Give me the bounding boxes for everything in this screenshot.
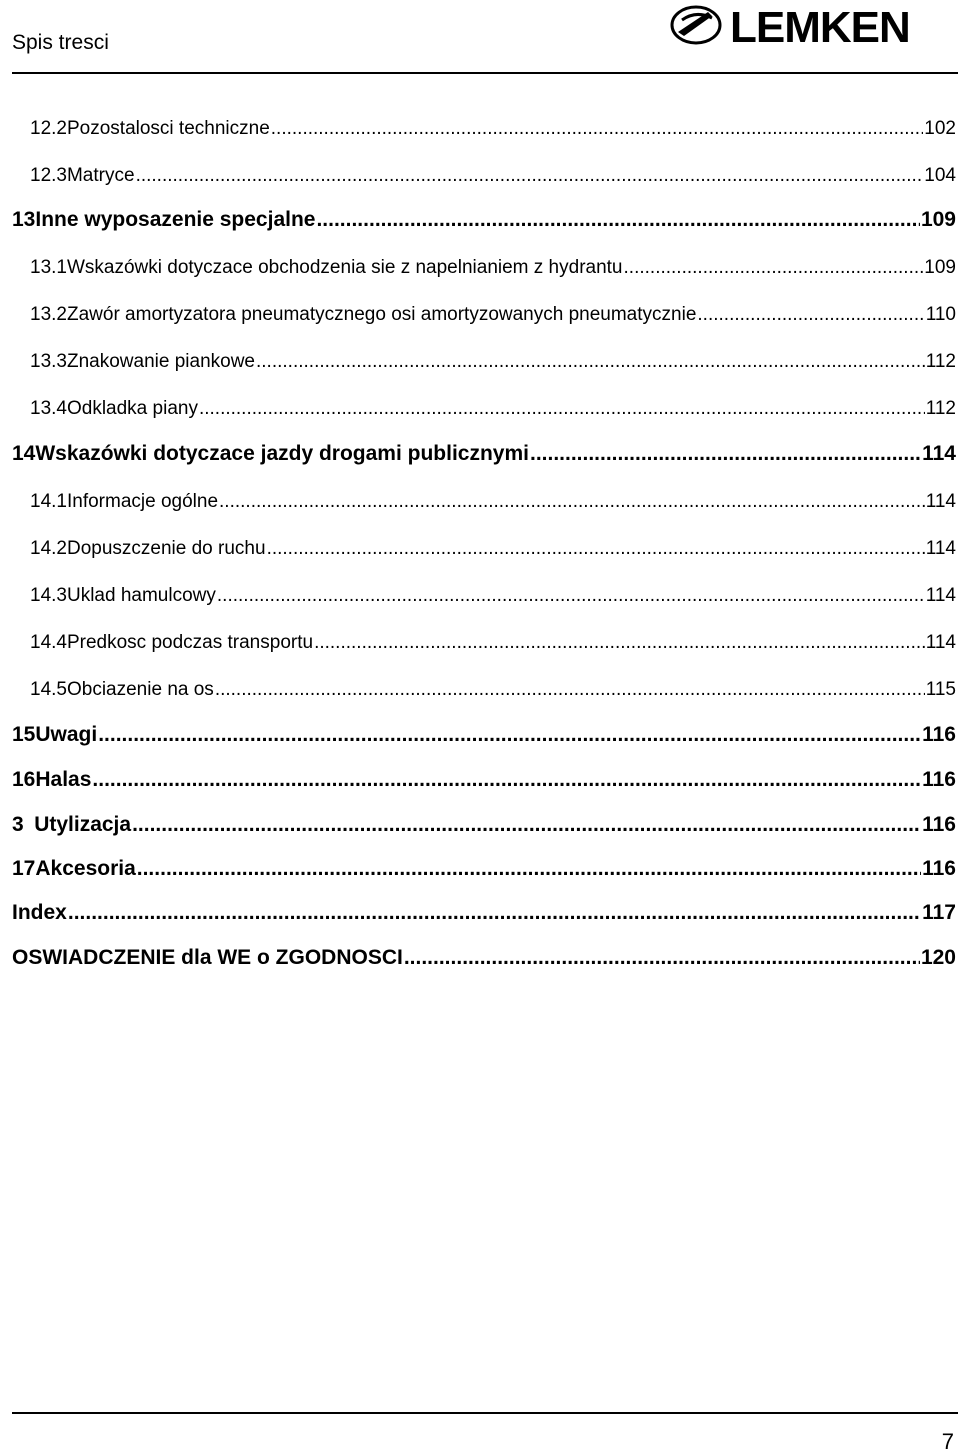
toc-entry[interactable] [30,351,956,377]
toc-entry[interactable] [30,165,956,191]
footer-divider [12,1412,958,1414]
toc-entry-page: 114 [925,585,956,606]
toc-entry-number: 13.3 [30,351,67,372]
toc-entry-title: Wskazówki dotyczace jazdy drogami publicznymi [35,442,529,465]
toc-entry-title: Halas [35,768,92,791]
toc-entry[interactable] [12,768,956,796]
toc-entry-title: OSWIADCZENIE dla WE o ZGODNOSCI [12,946,403,969]
toc-dot-leader [404,946,920,970]
toc-dot-leader [137,857,921,881]
toc-entry-title: Znakowanie piankowe [66,351,255,372]
toc-entry-page: 116 [922,723,956,746]
toc-entry-title: Predkosc podczas transportu [66,632,314,653]
page-header-title: Spis tresci [12,31,109,54]
toc-dot-leader [215,679,925,701]
toc-entry[interactable] [12,723,956,751]
toc-entry-page: 109 [920,208,956,231]
lemken-emblem-icon [672,7,720,43]
lemken-logo [668,0,952,58]
toc-entry[interactable] [30,538,956,564]
toc-dot-leader [199,398,925,420]
toc-entry-number: 14.1 [30,491,67,512]
toc-entry-title: Pozostalosci techniczne [66,118,270,139]
toc-entry-title: Matryce [66,165,135,186]
toc-entry-page: 112 [925,398,956,419]
toc-dot-leader [98,723,921,747]
toc-entry-page: 114 [922,442,956,465]
lemken-logo-text: LEMKEN [730,3,910,52]
toc-entry-page: 109 [924,257,956,278]
toc-entry-title: Wskazówki dotyczace obchodzenia sie z napelnianiem z hydrantu [66,257,623,278]
toc-entry[interactable] [30,118,956,144]
toc-entry-number: 13.1 [30,257,67,278]
toc-dot-leader [697,304,924,326]
page-number: 7 [941,1429,954,1454]
toc-entry-page: 104 [924,165,956,186]
toc-entry-title: Odkladka piany [66,398,198,419]
toc-dot-leader [624,257,924,279]
toc-entry-title: Zawór amortyzatora pneumatycznego osi amortyzowanych pneumatycznie [66,304,697,325]
toc-entry-page: 115 [925,679,956,700]
toc-entry-number: 15 [12,723,36,746]
toc-entry[interactable] [30,491,956,517]
toc-dot-leader [136,165,924,187]
toc-entry-number: 12.2 [30,118,67,139]
toc-entry[interactable] [12,813,956,841]
toc-entry-title: Uklad hamulcowy [66,585,216,606]
header-divider [12,72,958,74]
toc-entry-page: 116 [922,813,956,836]
toc-entry-number: 13.2 [30,304,67,325]
toc-dot-leader [68,901,921,925]
toc-dot-leader [530,442,921,466]
toc-entry-number: 14 [12,442,36,465]
toc-entry-title: Informacje ogólne [66,491,219,512]
toc-entry-page: 116 [922,768,956,791]
toc-entry-title: Obciazenie na os [66,679,214,700]
toc-entry-page: 114 [925,632,956,653]
toc-entry[interactable] [30,679,956,705]
toc-dot-leader [256,351,925,373]
toc-entry-number: 3 [12,813,24,836]
toc-dot-leader [132,813,921,837]
toc-entry[interactable] [12,946,956,974]
toc-entry-number: 14.3 [30,585,67,606]
toc-entry[interactable] [12,442,956,470]
toc-entry[interactable] [12,208,956,236]
toc-entry-number: 14.5 [30,679,67,700]
toc-entry-page: 114 [925,538,956,559]
toc-entry[interactable] [30,304,956,330]
toc-entry-title: Dopuszczenie do ruchu [66,538,266,559]
toc-entry-title: Inne wyposazenie specjalne [35,208,316,231]
toc-dot-leader [217,585,925,607]
toc-entry-page: 117 [922,901,956,924]
toc-entry[interactable] [30,585,956,611]
toc-entry[interactable] [30,398,956,424]
toc-entry-number: 17 [12,857,36,880]
toc-entry-number: 12.3 [30,165,67,186]
toc-entry-title: Uwagi [35,723,98,746]
toc-entry-number: 16 [12,768,36,791]
toc-dot-leader [267,538,925,560]
toc-entry-number: 14.2 [30,538,67,559]
toc-entry[interactable] [12,857,956,885]
toc-entry-title: Akcesoria [35,857,136,880]
toc-entry[interactable] [12,901,956,929]
toc-entry[interactable] [30,632,956,658]
toc-entry-page: 114 [925,491,956,512]
toc-entry[interactable] [30,257,956,283]
toc-dot-leader [92,768,921,792]
toc-entry-title: Utylizacja [34,813,132,836]
toc-dot-leader [316,208,919,232]
toc-entry-number: 13 [12,208,36,231]
toc-dot-leader [219,491,925,513]
toc-entry-page: 120 [920,946,956,969]
toc-entry-number: 14.4 [30,632,67,653]
toc-dot-leader [314,632,925,654]
toc-entry-page: 112 [925,351,956,372]
toc-entry-title: Index [12,901,67,924]
toc-dot-leader [271,118,924,140]
toc-entry-page: 116 [922,857,956,880]
toc-entry-page: 102 [924,118,956,139]
toc-entry-number: 13.4 [30,398,67,419]
toc-entry-page: 110 [925,304,956,325]
